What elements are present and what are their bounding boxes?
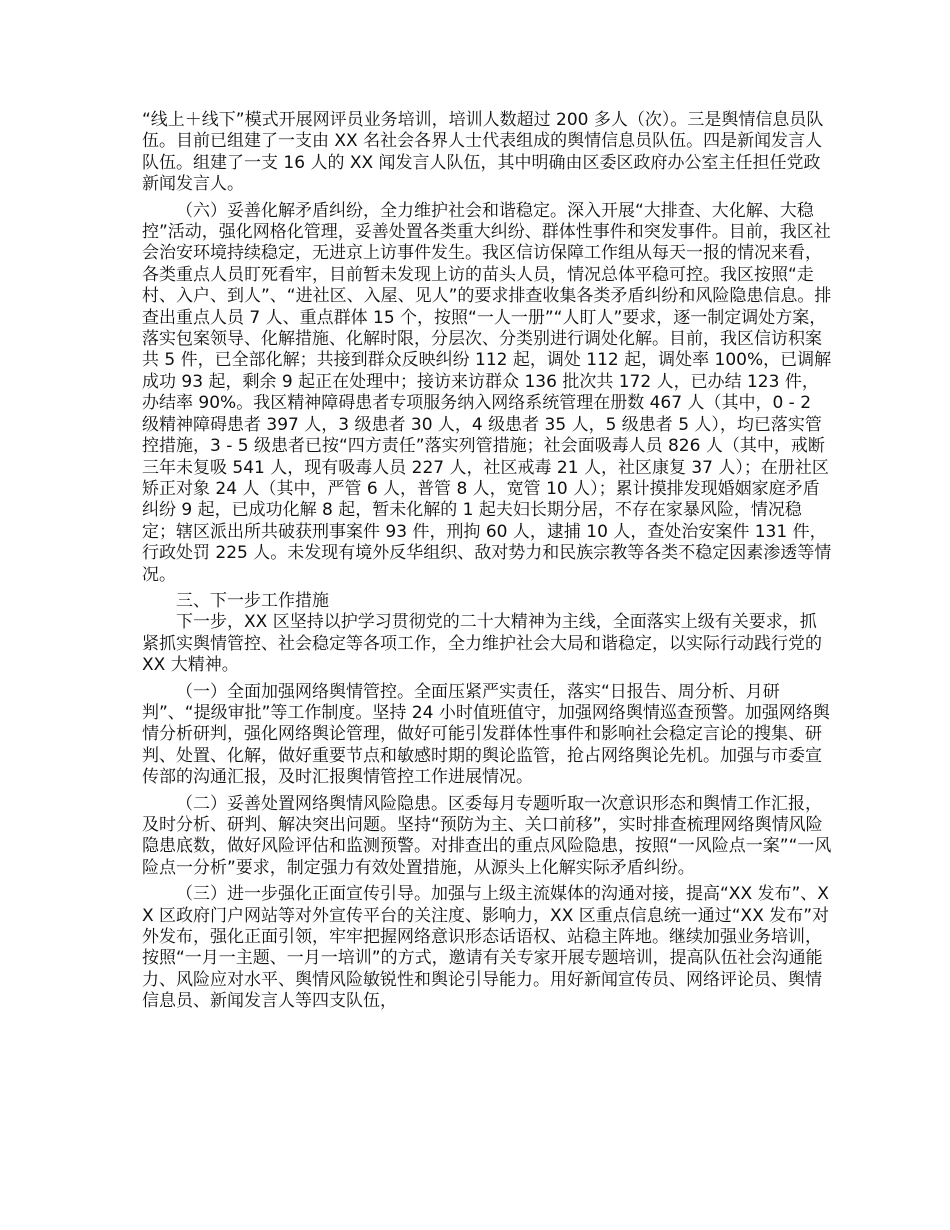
paragraph-next-steps-intro: 下一步，XX 区坚持以护学习贯彻党的二十大精神为主线，全面落实上级有关要求，抓紧抓实舆情管控、社会稳定等各项工作，全力维护社会大局和谐稳定，以实际行动践行党的 XX 大精神。: [142, 612, 822, 676]
paragraph-measure-two: （二）妥善处置网络舆情风险隐患。区委每月专题听取一次意识形态和舆情工作汇报，及时分析、研判、解决突出问题。坚持“预防为主、关口前移”，实时排查梳理网络舆情风险隐患底数，做好风险评估和监测预警。对排查出的重点风险隐患，按照“一风险点一案”“一风险点一分析”要求，制定强力有效处置措施，从源头上化解实际矛盾纠纷。: [142, 793, 832, 878]
paragraph-measure-one: （一）全面加强网络舆情管控。全面压紧严实责任，落实“日报告、周分析、月研判”、“提级审批”等工作制度。坚持 24 小时值班值守，加强网络舆情巡查预警。加强网络舆情分析研判，强化网络舆论管理，做好可能引发群体性事件和影响社会稳定言论的搜集、研判、处置、化解，做好重要节点和敏感时期的舆论监管，抢占网络舆论先机。加强与市委宣传部的沟通汇报，及时汇报舆情管控工作进展情况。: [142, 681, 830, 788]
paragraph-measure-three: （三）进一步强化正面宣传引导。加强与上级主流媒体的沟通对接，提高“XX 发布”、XX 区政府门户网站等对外宣传平台的关注度、影响力，XX 区重点信息统一通过“XX 发布”对外发布，强化正面引领，牢牢把握网络意识形态话语权、站稳主阵地。继续加强业务培训，按照“一月一主题、一月一培训”的方式，邀请有关专家开展专题培训，提高队伍社会沟通能力、风险应对水平、舆情风险敏锐性和舆论引导能力。用好新闻宣传员、网络评论员、舆情信息员、新闻发言人等四支队伍，: [142, 884, 830, 1012]
section-heading-next-steps: 三、下一步工作措施: [176, 590, 329, 611]
paragraph-section-six: （六）妥善化解矛盾纠纷，全力维护社会和谐稳定。深入开展“大排查、大化解、大稳控”活动，强化网格化管理，妥善处置各类重大纠纷、群体性事件和突发事件。目前，我区社会治安环境持续稳定，无进京上访事件发生。我区信访保障工作组从每天一报的情况来看，各类重点人员盯死看牢，目前暂未发现上访的苗头人员，情况总体平稳可控。我区按照“走村、入户、到人”、“进社区、入屋、见人”的要求排查收集各类矛盾纠纷和风险隐患信息。排查出重点人员 7 人、重点群体 15 个，按照“一人一册”“人盯人”要求，逐一制定调处方案，落实包案领导、化解措施、化解时限，分层次、分类别进行调处化解。目前，我区信访积案共 5 件，已全部化解；共接到群众反映纠纷 112 起，调处 112 起，调处率 100%，已调解成功 93 起，剩余 9 起正在处理中；接访来访群众 136 批次共 172 人，已办结 123 件，办结率 90%。我区精神障碍患者专项服务纳入网络系统管理在册数 467 人（其中，0 - 2 级精神障碍患者 397 人，3 级患者 30 人，4 级患者 35 人，5 级患者 5 人），均已落实管控措施，3 - 5 级患者已按“四方责任”落实列管措施；社会面吸毒人员 826 人（其中，戒断三年未复吸 541 人，现有吸毒人员 227 人，社区戒毒 21 人，社区康复 37 人）；在册社区矫正对象 24 人（其中，严管 6 人，普管 8 人，宽管 10 人）；累计摸排发现婚姻家庭矛盾纠纷 9 起，已成功化解 8 起，暂未化解的 1 起夫妇长期分居，不存在家暴风险，情况稳定；辖区派出所共破获刑事案件 93 件，刑拘 60 人，逮捕 10 人，查处治安案件 131 件，行政处罚 225 人。未发现有境外反华组织、敌对势力和民族宗教等各类不稳定因素渗透等情况。: [142, 200, 832, 585]
document-page: [142, 110, 832, 1018]
paragraph-continued-intro: “线上＋线下”模式开展网评员业务培训，培训人数超过 200 多人（次）。三是舆情信息员队伍。目前已组建了一支由 XX 名社会各界人士代表组成的舆情信息员队伍。四是新闻发言人队伍。组建了一支 16 人的 XX 闻发言人队伍，其中明确由区委区政府办公室主任担任党政新闻发言人。: [142, 110, 824, 195]
